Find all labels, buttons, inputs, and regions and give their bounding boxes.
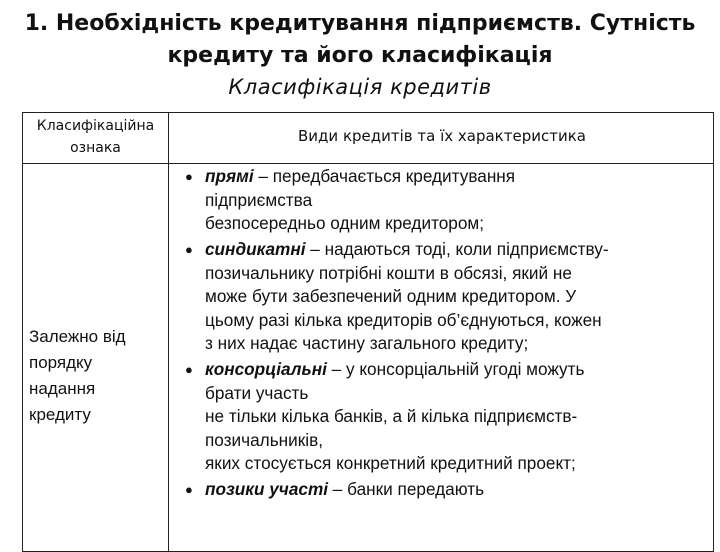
- slide-title: [0, 8, 720, 72]
- credit-types-list: [183, 165, 709, 504]
- item-term: консорціальні: [205, 359, 327, 379]
- item-term: синдикатні: [205, 239, 306, 259]
- table-header-criterion: Класифікаційна ознака: [36, 118, 155, 156]
- table-header-divider: [23, 163, 713, 164]
- list-item-participation-loans: [183, 478, 709, 502]
- bullet-icon: ●: [185, 482, 193, 497]
- item-term: позики участі: [205, 479, 329, 499]
- criterion-cell: Залежно від порядку надання кредиту: [29, 327, 126, 424]
- classification-table: [22, 112, 714, 552]
- item-description: – надаються тоді, коли підприємству- позичальнику потрібні кошти в обсязі, який не може бути забезпечений одним кредитором. У цьому разі кілька кредиторів об’єднуються, кожен з них надає частину загального кредиту;: [205, 239, 609, 353]
- slide-title-text: 1. Необхідність кредитування підприємств. Сутність кредиту та його класифікація: [24, 11, 696, 68]
- table-column-divider: [168, 113, 169, 551]
- bullet-icon: ●: [185, 242, 193, 257]
- bullet-icon: ●: [185, 362, 193, 377]
- list-item-direct: [183, 165, 709, 236]
- slide-subtitle: Класифікація кредитів: [228, 75, 492, 99]
- list-item-consortium: [183, 358, 709, 476]
- table-header-types: Види кредитів та їх характеристика: [298, 127, 586, 145]
- item-description: – у консорціальній угоді можуть брати участь не тільки кілька банків, а й кілька підприємств- позичальників, яких стосується конкретний кредитний проект;: [205, 359, 585, 473]
- item-description: – банки передають: [328, 479, 485, 499]
- bullet-icon: ●: [185, 169, 193, 184]
- item-term: прямі: [205, 166, 254, 186]
- list-item-syndicated: [183, 238, 709, 356]
- item-description: – передбачається кредитування підприємства безпосередньо одним кредитором;: [205, 166, 516, 233]
